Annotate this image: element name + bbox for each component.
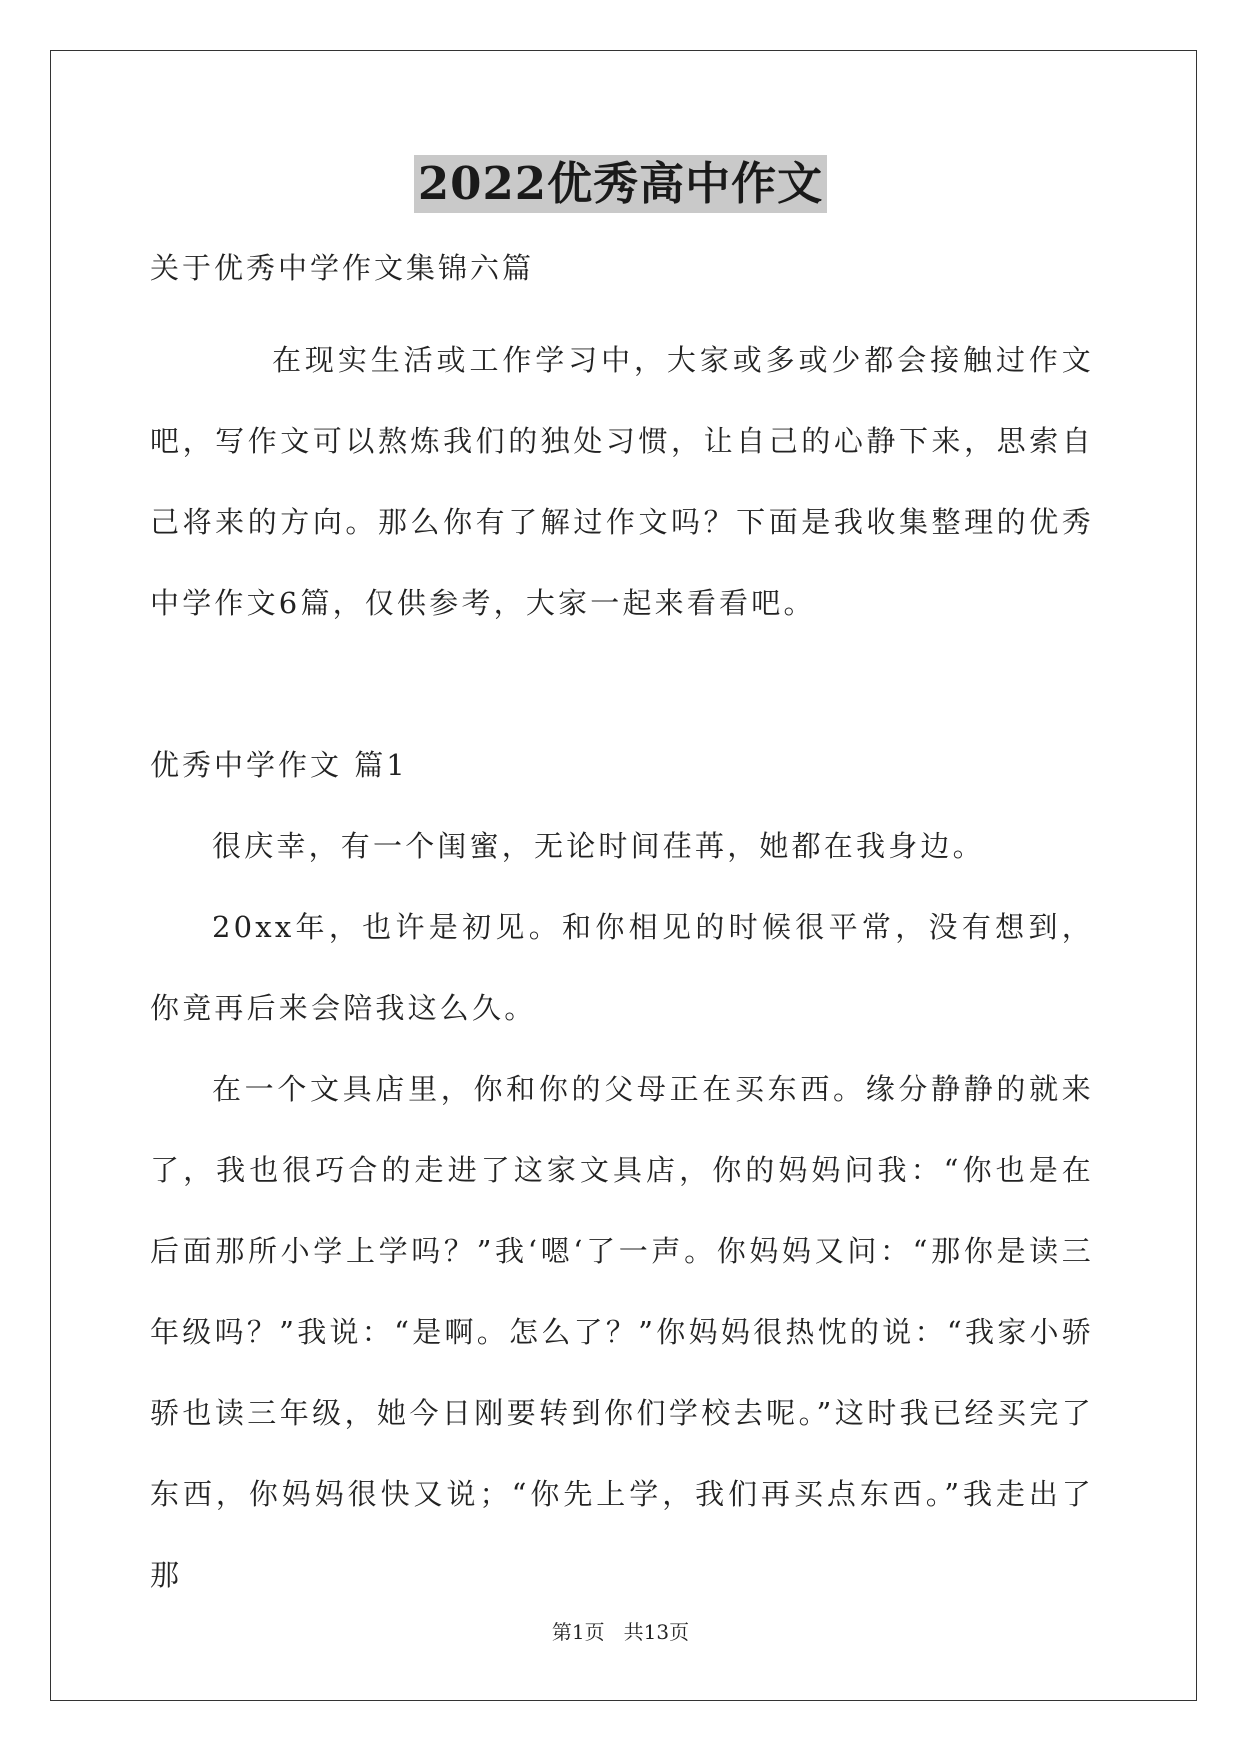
title-container [0,155,1241,213]
body-paragraph-3: 在一个文具店里，你和你的父母正在买东西。缘分静静的就来了，我也很巧合的走进了这家文具店，你的妈妈问我：“你也是在后面那所小学上学吗？”我‘嗯‘了一声。你妈妈又问：“那你是读三年级吗？”我说：“是啊。怎么了？”你妈妈很热忱的说：“我家小骄骄也读三年级，她今日刚要转到你们学校去呢。”这时我已经买完了东西，你妈妈很快又说；“你先上学，我们再买点东西。”我走出了那 [150,1072,1094,1592]
document-body [150,248,1094,1616]
intro-paragraph: 在现实生活或工作学习中，大家或多或少都会接触过作文吧，写作文可以熬炼我们的独处习惯，让自己的心静下来，思索自己将来的方向。那么你有了解过作文吗？下面是我收集整理的优秀中学作文6篇，仅供参考，大家一起来看看吧。 [150,343,1094,620]
page-footer [0,1620,1241,1644]
page-number-total: 共13页 [623,1620,690,1644]
document-subtitle: 关于优秀中学作文集锦六篇 [150,251,535,285]
document-title: 2022优秀高中作文 [414,155,827,213]
body-paragraph-2: 20xx年，也许是初见。和你相见的时候很平常，没有想到，你竟再后来会陪我这么久。 [150,910,1094,1025]
section-title: 优秀中学作文 篇1 [150,748,408,782]
page-number-current: 第1页 [551,1620,605,1644]
body-paragraph-1: 很庆幸，有一个闺蜜，无论时间荏苒，她都在我身边。 [212,829,985,863]
